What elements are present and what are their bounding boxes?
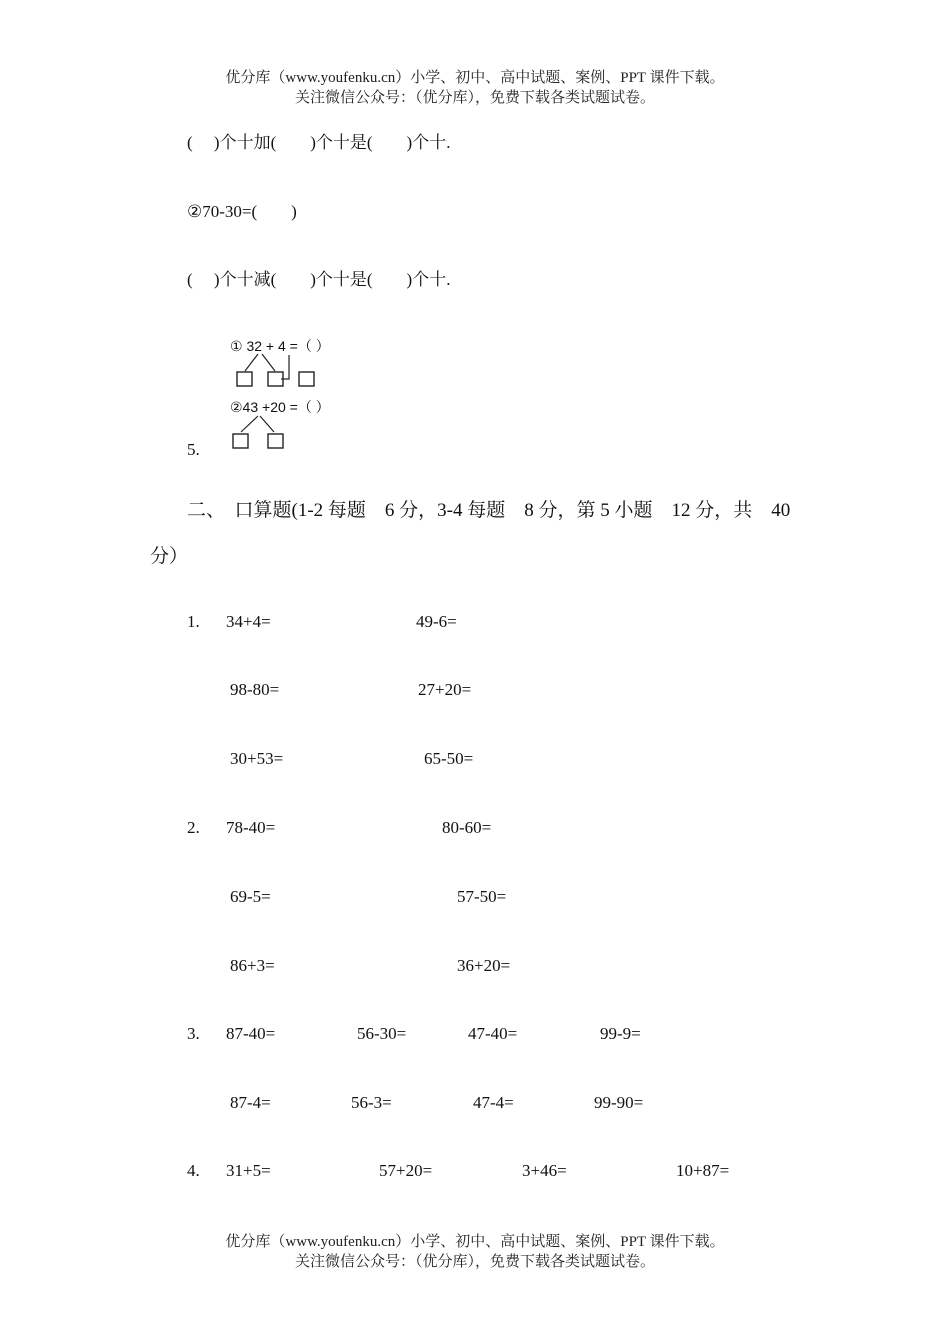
problem-item: 47-40=: [468, 1024, 518, 1043]
problem-item: 36+20=: [457, 956, 511, 975]
section-2-title: 二、 口算题(1-2 每题 6 分，3-4 每题 8 分，第 5 小题 12 分，共 40: [187, 500, 791, 521]
answer-box-5: [268, 434, 283, 448]
figure-equation-2: ②43 +20 =（ ）: [230, 399, 330, 415]
problem-3-number: 3.: [187, 1024, 200, 1043]
problem-item: 56-3=: [351, 1093, 392, 1112]
split-line-right: [262, 354, 275, 371]
footer-line-2: 关注微信公众号：（优分库），免费下载各类试题试卷。: [294, 1254, 655, 1270]
problem-item: 30+53=: [230, 749, 284, 768]
problem-item: 65-50=: [424, 749, 474, 768]
answer-box-2: [268, 372, 283, 386]
problem-item: 87-4=: [230, 1093, 271, 1112]
problem-2-number: 2.: [187, 818, 200, 837]
problem-item: 49-6=: [416, 612, 457, 631]
tens-subtraction-line: ( )个十减( )个十是( )个十.: [187, 270, 451, 289]
problem-item: 31+5=: [226, 1161, 271, 1180]
problem-item: 69-5=: [230, 887, 271, 906]
tens-addition-line: ( )个十加( )个十是( )个十.: [187, 133, 451, 152]
split-line-left-2: [241, 416, 258, 432]
problem-item: 78-40=: [226, 818, 276, 837]
answer-box-4: [233, 434, 248, 448]
bracket-line: [281, 355, 289, 379]
problem-item: 87-40=: [226, 1024, 276, 1043]
problem-item: 56-30=: [357, 1024, 407, 1043]
problem-item: 86+3=: [230, 956, 275, 975]
question-5-number: 5.: [187, 440, 200, 459]
figure-equation-1: ① 32 + 4 =（ ）: [230, 338, 330, 354]
problem-4-number: 4.: [187, 1161, 200, 1180]
header-line-2: 关注微信公众号：（优分库），免费下载各类试题试卷。: [294, 90, 655, 106]
decomposition-figure: [228, 334, 348, 456]
problem-item: 3+46=: [522, 1161, 567, 1180]
header-line-1: 优分库（www.youfenku.cn）小学、初中、高中试题、案例、PPT 课件下载。: [225, 70, 725, 86]
problem-item: 99-90=: [594, 1093, 644, 1112]
problem-item: 10+87=: [676, 1161, 730, 1180]
answer-box-1: [237, 372, 252, 386]
footer-line-1: 优分库（www.youfenku.cn）小学、初中、高中试题、案例、PPT 课件下载。: [225, 1234, 725, 1250]
problem-item: 57-50=: [457, 887, 507, 906]
split-line-left: [245, 354, 258, 371]
problem-item: 57+20=: [379, 1161, 433, 1180]
problem-item: 27+20=: [418, 680, 472, 699]
decomposition-diagram: [228, 334, 348, 456]
section-2-title-cont: 分）: [150, 546, 189, 567]
problem-item: 34+4=: [226, 612, 271, 631]
problem-item: 47-4=: [473, 1093, 514, 1112]
answer-box-3: [299, 372, 314, 386]
problem-1-number: 1.: [187, 612, 200, 631]
question-2-line: ②70-30=( ): [187, 202, 297, 221]
problem-item: 98-80=: [230, 680, 280, 699]
problem-item: 80-60=: [442, 818, 492, 837]
problem-item: 99-9=: [600, 1024, 641, 1043]
split-line-right-2: [260, 416, 274, 432]
